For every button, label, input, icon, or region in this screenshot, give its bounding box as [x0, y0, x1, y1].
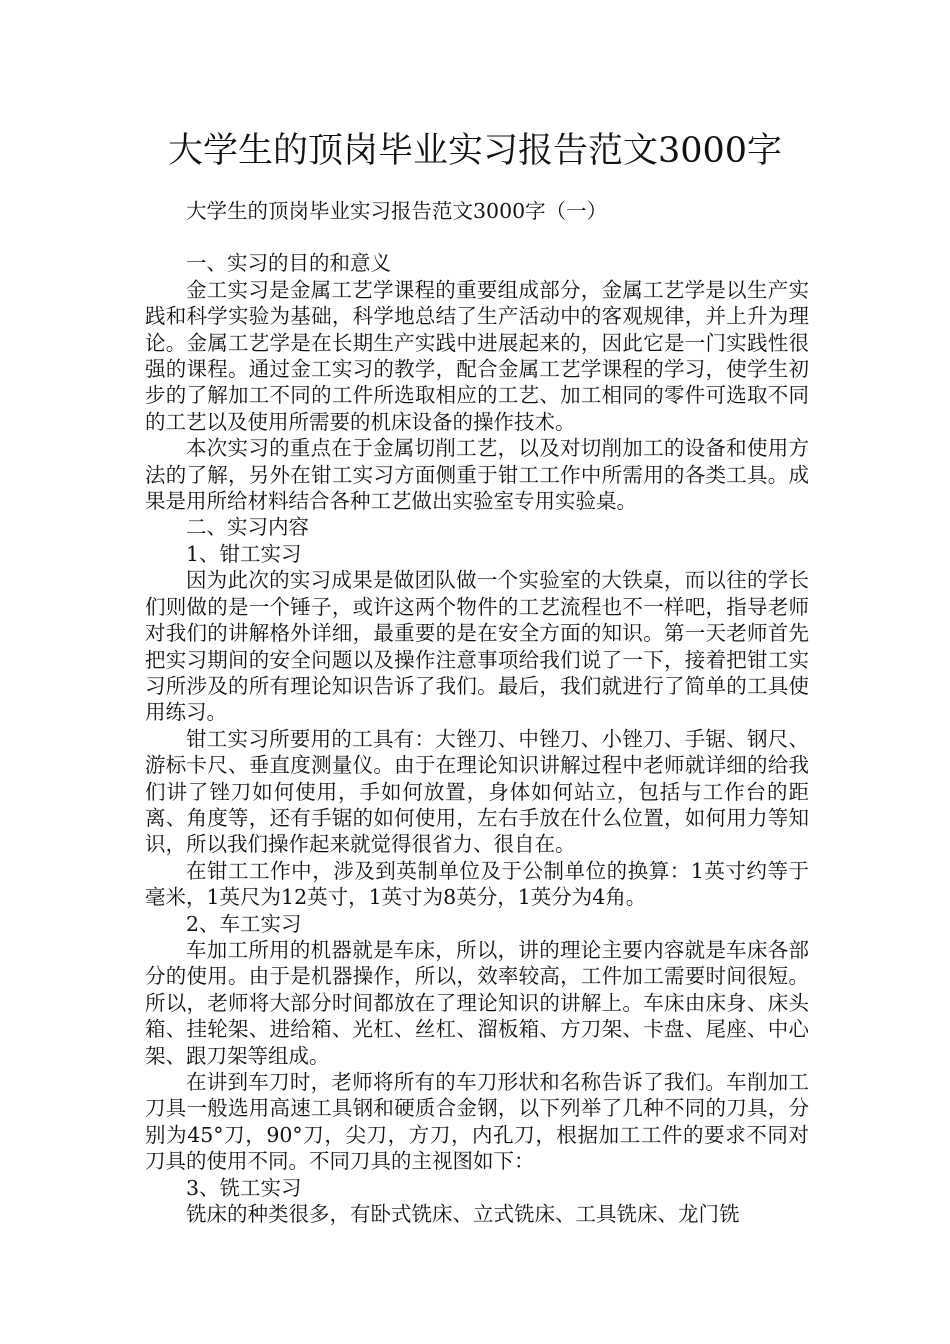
subsection-heading: 3、铣工实习 — [186, 1175, 302, 1200]
body-paragraph: 在钳工工作中，涉及到英制单位及于公制单位的换算：1英寸约等于毫米，1英尺为12英寸，1英寸为8英分，1英分为4角。 — [145, 858, 809, 910]
body-paragraph: 车加工所用的机器就是车床，所以，讲的理论主要内容就是车床各部分的使用。由于是机器操作，所以，效率较高，工件加工需要时间很短。所以，老师将大部分时间都放在了理论知识的讲解上。车床由床身、床头箱、挂轮架、进给箱、光杠、丝杠、溜板箱、方刀架、卡盘、尾座、中心架、跟刀架等组成。 — [145, 937, 809, 1068]
body-paragraph: 在讲到车刀时，老师将所有的车刀形状和名称告诉了我们。车削加工刀具一般选用高速工具钢和硬质合金钢，以下列举了几种不同的刀具，分别为45°刀，90°刀，尖刀，方刀，内孔刀，根据加工工件的要求不同对刀具的使用不同。不同刀具的主视图如下： — [145, 1070, 809, 1174]
body-paragraph: 因为此次的实习成果是做团队做一个实验室的大铁桌，而以往的学长们则做的是一个锤子，或许这两个物件的工艺流程也不一样吧，指导老师对我们的讲解格外详细，最重要的是在安全方面的知识。第一天老师首先把实习期间的安全问题以及操作注意事项给我们说了一下，接着把钳工实习所涉及的所有理论知识告诉了我们。最后，我们就进行了简单的工具使用练习。 — [145, 568, 809, 725]
body-paragraph: 本次实习的重点在于金属切削工艺，以及对切削加工的设备和使用方法的了解，另外在钳工实习方面侧重于钳工工作中所需用的各类工具。成果是用所给材料结合各种工艺做出实验室专用实验桌。 — [145, 436, 809, 514]
body-paragraph: 金工实习是金属工艺学课程的重要组成部分，金属工艺学是以生产实践和科学实验为基础，科学地总结了生产活动中的客观规律，并上升为理论。金属工艺学是在长期生产实践中进展起来的，因此它是一门实践性很强的课程。通过金工实习的教学，配合金属工艺学课程的学习，使学生初步的了解加工不同的工件所选取相应的工艺、加工相同的零件可选取不同的工艺以及使用所需要的机床设备的操作技术。 — [145, 277, 809, 434]
document-subtitle: 大学生的顶岗毕业实习报告范文3000字（一） — [186, 199, 608, 223]
body-paragraph: 钳工实习所要用的工具有：大锉刀、中锉刀、小锉刀、手锯、钢尺、游标卡尺、垂直度测量仪。由于在理论知识讲解过程中老师就详细的给我们讲了锉刀如何使用，手如何放置，身体如何站立，包括与工作台的距离、角度等，还有手锯的如何使用，左右手放在什么位置，如何用力等知识，所以我们操作起来就觉得很省力、很自在。 — [145, 726, 809, 857]
document-title: 大学生的顶岗毕业实习报告范文3000字 — [167, 131, 783, 171]
subsection-heading: 1、钳工实习 — [186, 541, 302, 566]
body-paragraph: 铣床的种类很多，有卧式铣床、立式铣床、工具铣床、龙门铣 — [186, 1202, 740, 1227]
section-heading: 二、实习内容 — [186, 515, 309, 540]
subsection-heading: 2、车工实习 — [186, 911, 302, 936]
section-heading: 一、实习的目的和意义 — [186, 251, 391, 276]
document-body — [145, 198, 809, 1227]
